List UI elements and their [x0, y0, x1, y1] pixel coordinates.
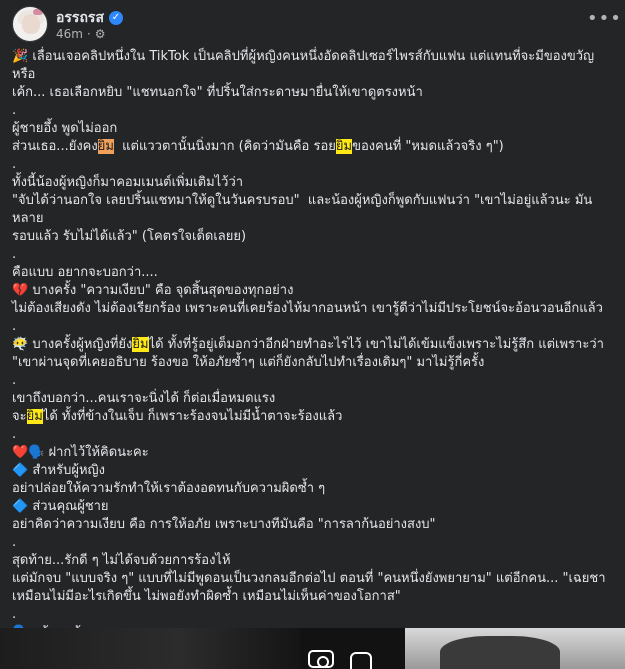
post-line: 😶‍🌫️ บางครั้งผู้หญิงที่ยังยิ้มได้ ทั้งที่รู้อยู่เต็มอกว่าอีกฝ่ายทำอะไรไว้ เขาไม่ได้เข้มแข็งเพราะไม่รู้สึก แต่เพราะว่า [12, 337, 604, 352]
post-line: . [12, 427, 17, 442]
author-name-row [56, 7, 123, 29]
post-line: . [12, 247, 17, 262]
post-line: สุดท้าย...รักดี ๆ ไม่ได้จบด้วยการร้องไห้ [12, 553, 231, 568]
highlight: ยิ้ม [132, 337, 149, 352]
post-line: ❤️🗣️ ฝากไว้ให้คิดนะคะ [12, 445, 149, 460]
settings-icon: ⚙ [94, 27, 106, 41]
post-line: อย่าคิดว่าความเงียบ คือ การให้อภัย เพราะบางทีมันคือ "การลาก้นอย่างสงบ" [12, 517, 436, 532]
more-options-icon[interactable]: ••• [587, 8, 622, 29]
camera-icon [308, 650, 334, 668]
post-line: เขาถึงบอกว่า...คนเราจะนิ่งได้ ก็ต่อเมื่อหมดแรง [12, 391, 276, 406]
post-meta: 46m · ⚙ [56, 27, 106, 41]
post-line: ทั้งนี้น้องผู้หญิงก็มาคอมเมนต์เพิ่มเติมไว้ว่า [12, 175, 244, 190]
post-line: อย่าปล่อยให้ความรักทำให้เราต้องอดทนกับความผิดซ้ำ ๆ [12, 481, 326, 496]
post-body [12, 48, 612, 660]
author-name[interactable]: อรรถรส [56, 10, 104, 26]
verified-badge-icon: ✓ [109, 11, 123, 25]
post-line: . [12, 607, 17, 622]
post-header [0, 0, 625, 48]
author-avatar[interactable] [12, 6, 48, 42]
post-line: ผู้ชายอึ้ง พูดไม่ออก [12, 121, 118, 136]
post-line: . [12, 157, 17, 172]
post-image[interactable] [0, 628, 625, 669]
post-line: . [12, 103, 17, 118]
post-line: "จับได้ว่านอกใจ เลยปริ้นแชทมาให้ดูในวันครบรอบ" และน้องผู้หญิงก็พูดกับแฟนว่า "เขาไม่อยู่แล้วนะ มันหลาย [12, 193, 593, 226]
post-line: 🔷 ส่วนคุณผู้ชาย [12, 499, 109, 514]
highlight: ยิ้ม [97, 139, 114, 154]
post-line: "เขาผ่านจุดที่เคยอธิบาย ร้องขอ ให้อภัยซ้ำๆ แต่ก็ยังกลับไปทำเรื่องเดิมๆ" มาไม่รู้กี่ครั้ง [12, 355, 485, 370]
post-line: แต่มักจบ "แบบจริง ๆ" แบบที่ไม่มีพูดอนเป็นวงกลมอีกต่อไป ตอนที่ "คนหนึ่งยังพยายาม" แต่อีกคน... "เฉยชา [12, 571, 606, 586]
post-line: ไม่ต้องเสียงดัง ไม่ต้องเรียกร้อง เพราะคนที่เคยร้องไห้มากอนหน้า เขารู้ดีว่าไม่มีประโยชน์จะอ้อนวอนอีกแล้ว [12, 301, 603, 316]
post-timestamp[interactable]: 46m [56, 27, 83, 41]
post-line: 🔷 สำหรับผู้หญิง [12, 463, 105, 478]
post-line: เหมือนไม่มีอะไรเกิดขึ้น ไม่พอยังทำผิดซ้ำ เหมือนไม่เห็นค่าของโอกาส" [12, 589, 401, 604]
post-line: . [12, 319, 17, 334]
post-line: ส่วนเธอ...ยังคงยิ้ม แต่แววตานั้นนิ่งมาก (คิดว่ามันคือ รอยยิ้มของคนที่ "หมดแล้วจริง ๆ") [12, 139, 504, 154]
post-line: . [12, 373, 17, 388]
instagram-icon [350, 652, 372, 669]
post-line: 🎉 เลื่อนเจอคลิปหนึ่งใน TikTok เป็นคลิปที่ผู้หญิงคนหนึ่งอัดคลิปเซอร์ไพรส์กับแฟน แต่แทนที่จะมีของขวัญหรือ [12, 49, 595, 82]
post-line: 💔 บางครั้ง "ความเงียบ" คือ จุดสิ้นสุดของทุกอย่าง [12, 283, 294, 298]
post-line: เค้ก... เธอเลือกหยิบ "แชทนอกใจ" ที่ปริ้นใส่กระดาษมายื่นให้เขาดูตรงหน้า [12, 85, 423, 100]
post-line: . [12, 535, 17, 550]
post-line: รอบแล้ว รับไม่ได้แล้ว" (โคตรใจเด็ดเลยย) [12, 229, 247, 244]
highlight: ยิ้ม [26, 409, 43, 424]
post-line: คือแบบ อยากจะบอกว่า.... [12, 265, 158, 280]
post-line: จะยิ้มได้ ทั้งที่ข้างในเจ็บ ก็เพราะร้องจนไม่มีน้ำตาจะร้องแล้ว [12, 409, 343, 424]
highlight: ยิ้ม [335, 139, 353, 154]
